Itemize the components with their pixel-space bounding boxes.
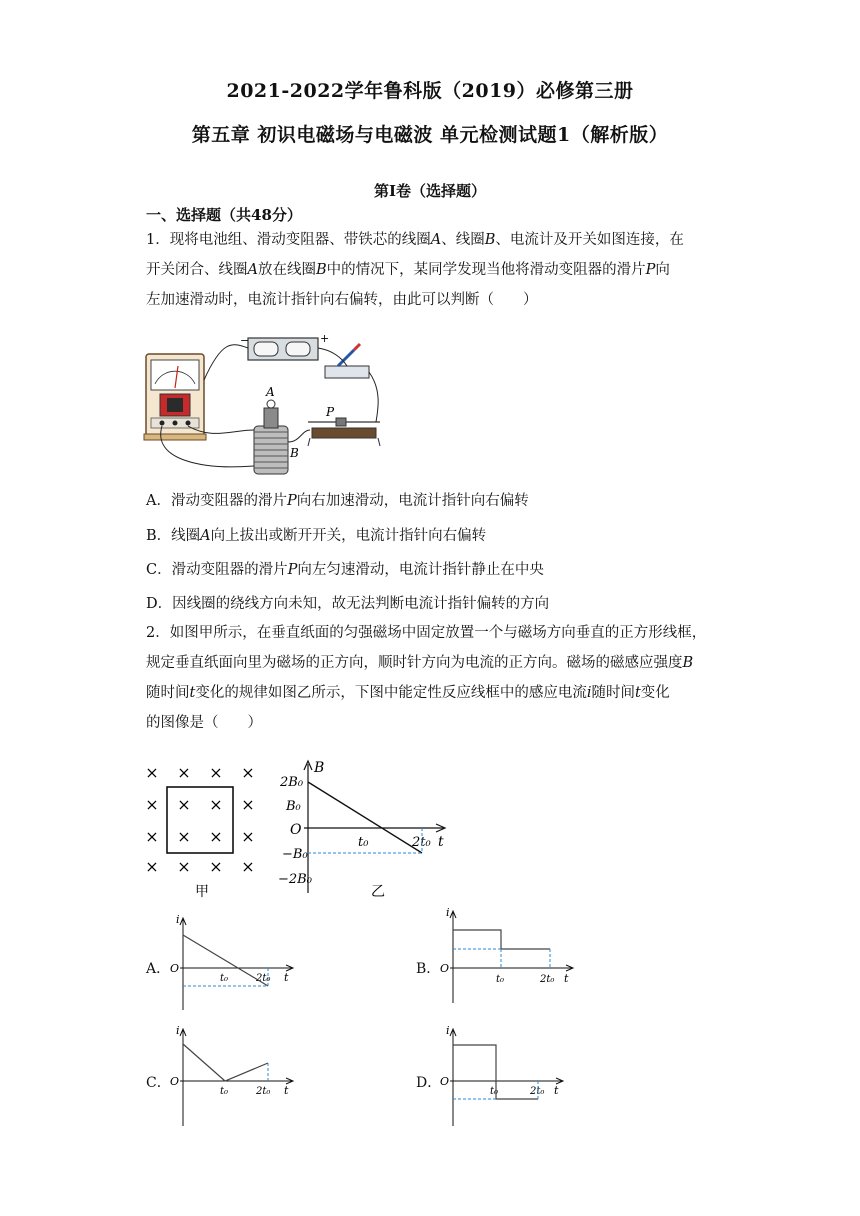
question-1-text <box>146 225 726 315</box>
i-label: i <box>446 1026 450 1037</box>
q2-text: 的图像是（ ） <box>146 715 262 731</box>
b-axis-label: B <box>314 760 325 776</box>
document-title-line1: 2021-2022学年鲁科版（2019）必修第三册 <box>226 80 634 102</box>
option-a-graph <box>168 915 298 1015</box>
section-heading: 一、选择题（共48分） <box>146 206 302 224</box>
svg-text:×: × <box>145 827 159 846</box>
q1-var-A: A <box>200 528 211 544</box>
tick-2B0: 2B₀ <box>280 775 304 790</box>
q1-var-A: A <box>430 232 442 248</box>
t-label: t <box>554 1084 559 1097</box>
q1-option-a-text: A．滑动变阻器的滑片 <box>146 493 287 509</box>
tick-B0: B₀ <box>286 799 301 814</box>
question-2-text <box>146 618 731 738</box>
battery-plus-label: + <box>320 332 330 345</box>
label-B: B <box>290 446 299 460</box>
figure-jia <box>140 760 270 900</box>
q2-option-b-label: B． <box>416 961 441 977</box>
svg-text:×: × <box>209 795 223 814</box>
svg-text:×: × <box>209 763 223 782</box>
t-label: t <box>284 971 289 984</box>
svg-text:×: × <box>241 827 255 846</box>
label-P: P <box>326 405 335 419</box>
q1-var-P: P <box>286 493 297 509</box>
svg-text:×: × <box>177 795 191 814</box>
q1-text: 左加速滑动时，电流计指针向右偏转，由此可以判断（ ） <box>146 292 538 308</box>
tick-neg-B0: −B₀ <box>282 847 308 862</box>
svg-text:×: × <box>145 763 159 782</box>
svg-text:×: × <box>241 857 255 876</box>
origin-label: O <box>440 1075 450 1088</box>
tick-neg-2B0: −2B₀ <box>278 872 312 887</box>
q1-option-b-text: B．线圈 <box>146 528 201 544</box>
q2-var-i: i <box>586 685 592 701</box>
switch <box>325 366 369 378</box>
q2-text: 规定垂直纸面向里为磁场的正方向，顺时针方向为电流的正方向。磁场的磁感应强度 <box>146 655 683 671</box>
i-label: i <box>176 915 180 926</box>
i-line <box>453 930 550 949</box>
q2-option-a-label: A． <box>146 961 171 977</box>
q2-option-c-label: C． <box>146 1075 171 1091</box>
tick-t0: t₀ <box>220 1086 229 1097</box>
tick-t0: t₀ <box>490 1086 499 1097</box>
battery-minus-label: − <box>240 334 250 347</box>
svg-text:×: × <box>177 763 191 782</box>
q2-text: 随时间 <box>146 685 190 701</box>
svg-text:×: × <box>145 857 159 876</box>
q2-var-t: t <box>189 685 196 701</box>
q1-option-d: D．因线圈的绕线方向未知，故无法判断电流计指针偏转的方向 <box>146 596 550 612</box>
q1-option-c-text: 向左匀速滑动，电流计指针静止在中央 <box>297 562 544 578</box>
tick-t0: t₀ <box>496 974 505 985</box>
q1-option-a <box>146 489 529 510</box>
q1-option-b <box>146 524 486 545</box>
q1-var-A: A <box>247 262 258 278</box>
field-crosses <box>145 763 254 876</box>
q1-text: 向 <box>655 262 670 278</box>
origin-label: O <box>170 962 180 975</box>
tick-t0: t₀ <box>358 835 369 850</box>
q1-option-c <box>146 558 544 579</box>
origin-label: O <box>440 962 450 975</box>
svg-text:×: × <box>241 763 255 782</box>
svg-text:×: × <box>241 795 255 814</box>
q1-var-B: B <box>484 232 496 248</box>
tick-t0: t₀ <box>220 973 229 984</box>
volume-heading: 第Ⅰ卷（选择题） <box>373 182 487 200</box>
coil-A <box>264 408 278 428</box>
document-title-line2: 第五章 初识电磁场与电磁波 单元检测试题1（解析版） <box>191 124 669 146</box>
tick-2t0: 2t₀ <box>256 1086 271 1097</box>
circuit-figure <box>142 330 387 478</box>
q2-var-t: t <box>634 685 641 701</box>
q1-option-a-text: 向右加速滑动，电流计指针向右偏转 <box>296 493 529 509</box>
tick-2t0: 2t₀ <box>412 835 431 850</box>
origin-label: O <box>290 822 302 838</box>
option-c-graph <box>168 1026 298 1128</box>
i-line <box>183 1044 268 1081</box>
svg-text:×: × <box>209 827 223 846</box>
figure-yi-graph <box>278 758 458 900</box>
svg-text:×: × <box>209 857 223 876</box>
tick-2t0: 2t₀ <box>540 974 555 985</box>
figure-jia-caption: 甲 <box>195 884 209 900</box>
label-A: A <box>266 385 275 399</box>
q1-text: 1．现将电池组、滑动变阻器、带铁芯的线圈 <box>146 232 431 248</box>
figure-yi-caption: 乙 <box>371 884 385 900</box>
q2-option-d-label: D． <box>416 1075 442 1091</box>
q1-text: 、电流计及开关如图连接，在 <box>495 232 684 248</box>
q1-var-P: P <box>287 562 298 578</box>
q1-text: 中的情况下，某同学发现当他将滑动变阻器的滑片 <box>326 262 646 278</box>
tick-2t0: 2t₀ <box>530 1086 545 1097</box>
q2-text: 随时间 <box>591 685 635 701</box>
q1-var-P: P <box>645 262 656 278</box>
q2-var-B: B <box>682 655 694 671</box>
t-label: t <box>564 972 569 985</box>
svg-text:×: × <box>177 857 191 876</box>
q1-option-b-text: 向上拔出或断开开关，电流计指针向右偏转 <box>210 528 487 544</box>
q1-var-B: B <box>315 262 327 278</box>
i-line <box>453 1045 538 1099</box>
origin-label: O <box>170 1075 180 1088</box>
q1-option-c-text: C．滑动变阻器的滑片 <box>146 562 288 578</box>
q2-text: 2．如图甲所示，在垂直纸面的匀强磁场中固定放置一个与磁场方向垂直的正方形线框， <box>146 625 707 641</box>
t-label: t <box>284 1084 289 1097</box>
q2-text: 变化的规律如图乙所示，下图中能定性反应线框中的感应电流 <box>195 685 587 701</box>
tick-2t0: 2t₀ <box>256 973 271 984</box>
q1-text: 开关闭合、线圈 <box>146 262 248 278</box>
option-d-graph <box>438 1026 568 1128</box>
i-label: i <box>176 1026 180 1037</box>
svg-text:×: × <box>145 795 159 814</box>
q1-text: 、线圈 <box>441 232 485 248</box>
svg-text:×: × <box>177 827 191 846</box>
i-label: i <box>446 908 450 919</box>
q2-text: 变化 <box>640 685 670 701</box>
q1-text: 放在线圈 <box>257 262 316 278</box>
option-b-graph <box>438 908 578 1008</box>
rheostat <box>312 428 376 438</box>
t-axis-label: t <box>438 834 444 850</box>
